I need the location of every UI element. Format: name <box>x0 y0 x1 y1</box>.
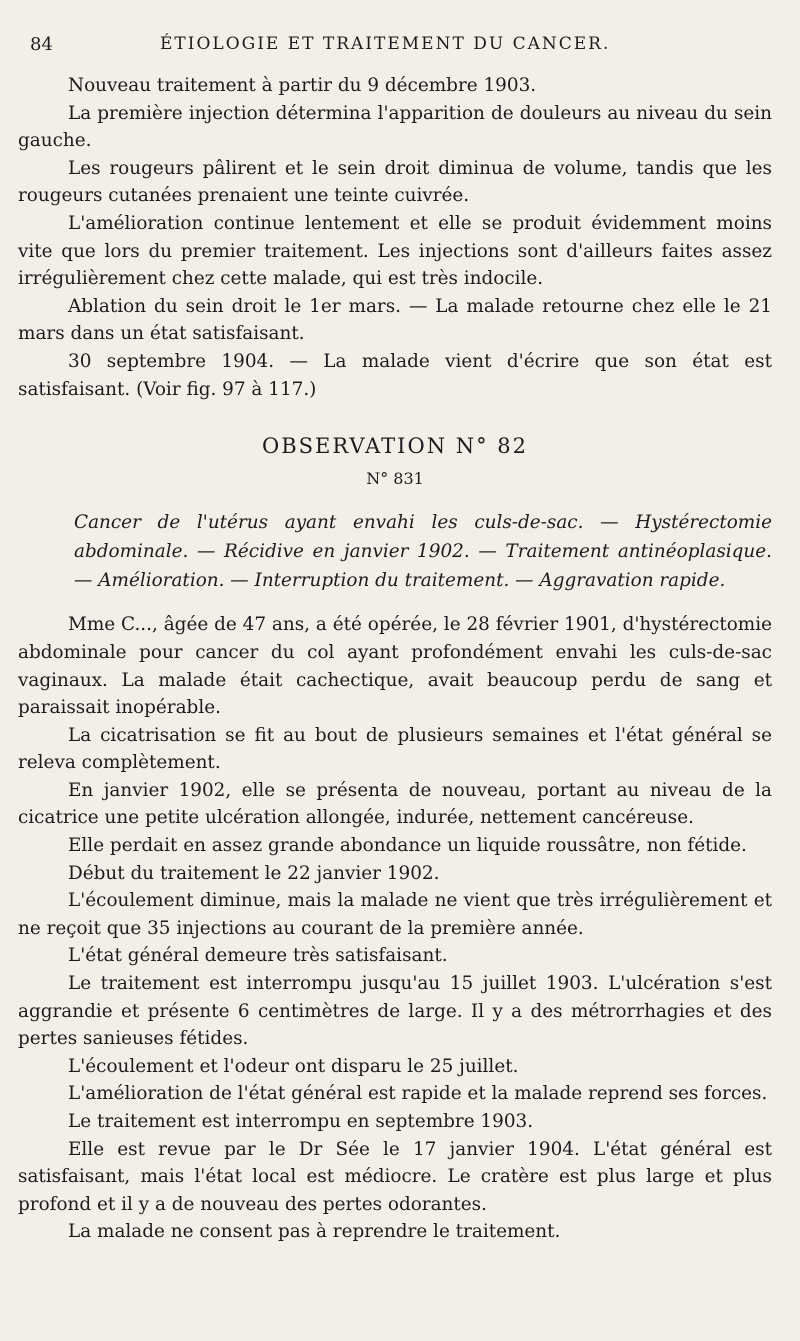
observation-number: N° 831 <box>366 468 424 488</box>
paragraph: Ablation du sein droit le 1er mars. — La malade retourne chez elle le 21 mars dans un état satisfaisant. <box>18 295 772 345</box>
running-title: ÉTIOLOGIE ET TRAITEMENT DU CANCER. <box>160 34 611 54</box>
observation-heading: OBSERVATION N° 82 <box>261 434 529 459</box>
body-text <box>18 72 772 1246</box>
paragraph: L'amélioration de l'état général est rapide et la malade reprend ses forces. <box>68 1083 768 1105</box>
paragraph: 30 septembre 1904. — La malade vient d'écrire que son état est satisfaisant. (Voir fig. 97 à 117.) <box>18 350 772 400</box>
paragraph: Elle est revue par le Dr Sée le 17 janvier 1904. L'état général est satisfaisant, mais l'état local est médiocre. Le cratère est plus large et plus profond et il y a de nouveau des pertes odorantes. <box>18 1138 772 1215</box>
paragraph: L'amélioration continue lentement et elle se produit évidemment moins vite que lors du premier traitement. Les injections sont d'ailleurs faites assez irrégulièrement chez cette malade, qui est très indocile. <box>18 212 772 290</box>
paragraph: Le traitement est interrompu jusqu'au 15 juillet 1903. L'ulcération s'est aggrandie et présente 6 centimètres de large. Il y a des métrorrhagies et des pertes sanieuses fétides. <box>18 973 772 1050</box>
page-number: 84 <box>30 34 53 55</box>
paragraph: Les rougeurs pâlirent et le sein droit diminua de volume, tandis que les rougeurs cutanées prenaient une teinte cuivrée. <box>18 157 772 207</box>
paragraph: Nouveau traitement à partir du 9 décembre 1903. <box>68 75 537 96</box>
paragraph: L'écoulement et l'odeur ont disparu le 25 juillet. <box>68 1055 519 1077</box>
paragraph: Elle perdait en assez grande abondance un liquide roussâtre, non fétide. <box>68 835 747 857</box>
observation-summary: Cancer de l'utérus ayant envahi les culs-de-sac. — Hystérectomie abdominale. — Récidive en janvier 1902. — Traitement antinéoplasique. — Amélioration. — Interruption du traitement. — Aggravation rapide. <box>74 512 772 592</box>
paragraph: La malade ne consent pas à reprendre le traitement. <box>68 1221 561 1243</box>
running-header <box>30 30 760 60</box>
paragraph: Le traitement est interrompu en septembre 1903. <box>68 1111 534 1132</box>
paragraph: L'écoulement diminue, mais la malade ne vient que très irrégulièrement et ne reçoit que 35 injections au courant de la première année. <box>18 890 772 939</box>
paragraph: Mme C..., âgée de 47 ans, a été opérée, le 28 février 1901, d'hystérectomie abdominale pour cancer du col ayant profondément envahi les culs-de-sac vaginaux. La malade était cachectique, avait beaucoup perdu de sang et paraissait inopérable. <box>18 614 772 719</box>
paragraph: L'état général demeure très satisfaisant. <box>68 945 448 967</box>
paragraph: La cicatrisation se fit au bout de plusieurs semaines et l'état général se releva complètement. <box>18 724 772 774</box>
paragraph: En janvier 1902, elle se présenta de nouveau, portant au niveau de la cicatrice une petite ulcération allongée, indurée, nettement cancéreuse. <box>18 779 772 829</box>
paragraph: Début du traitement le 22 janvier 1902. <box>68 862 440 884</box>
paragraph: La première injection détermina l'apparition de douleurs au niveau du sein gauche. <box>18 102 772 152</box>
